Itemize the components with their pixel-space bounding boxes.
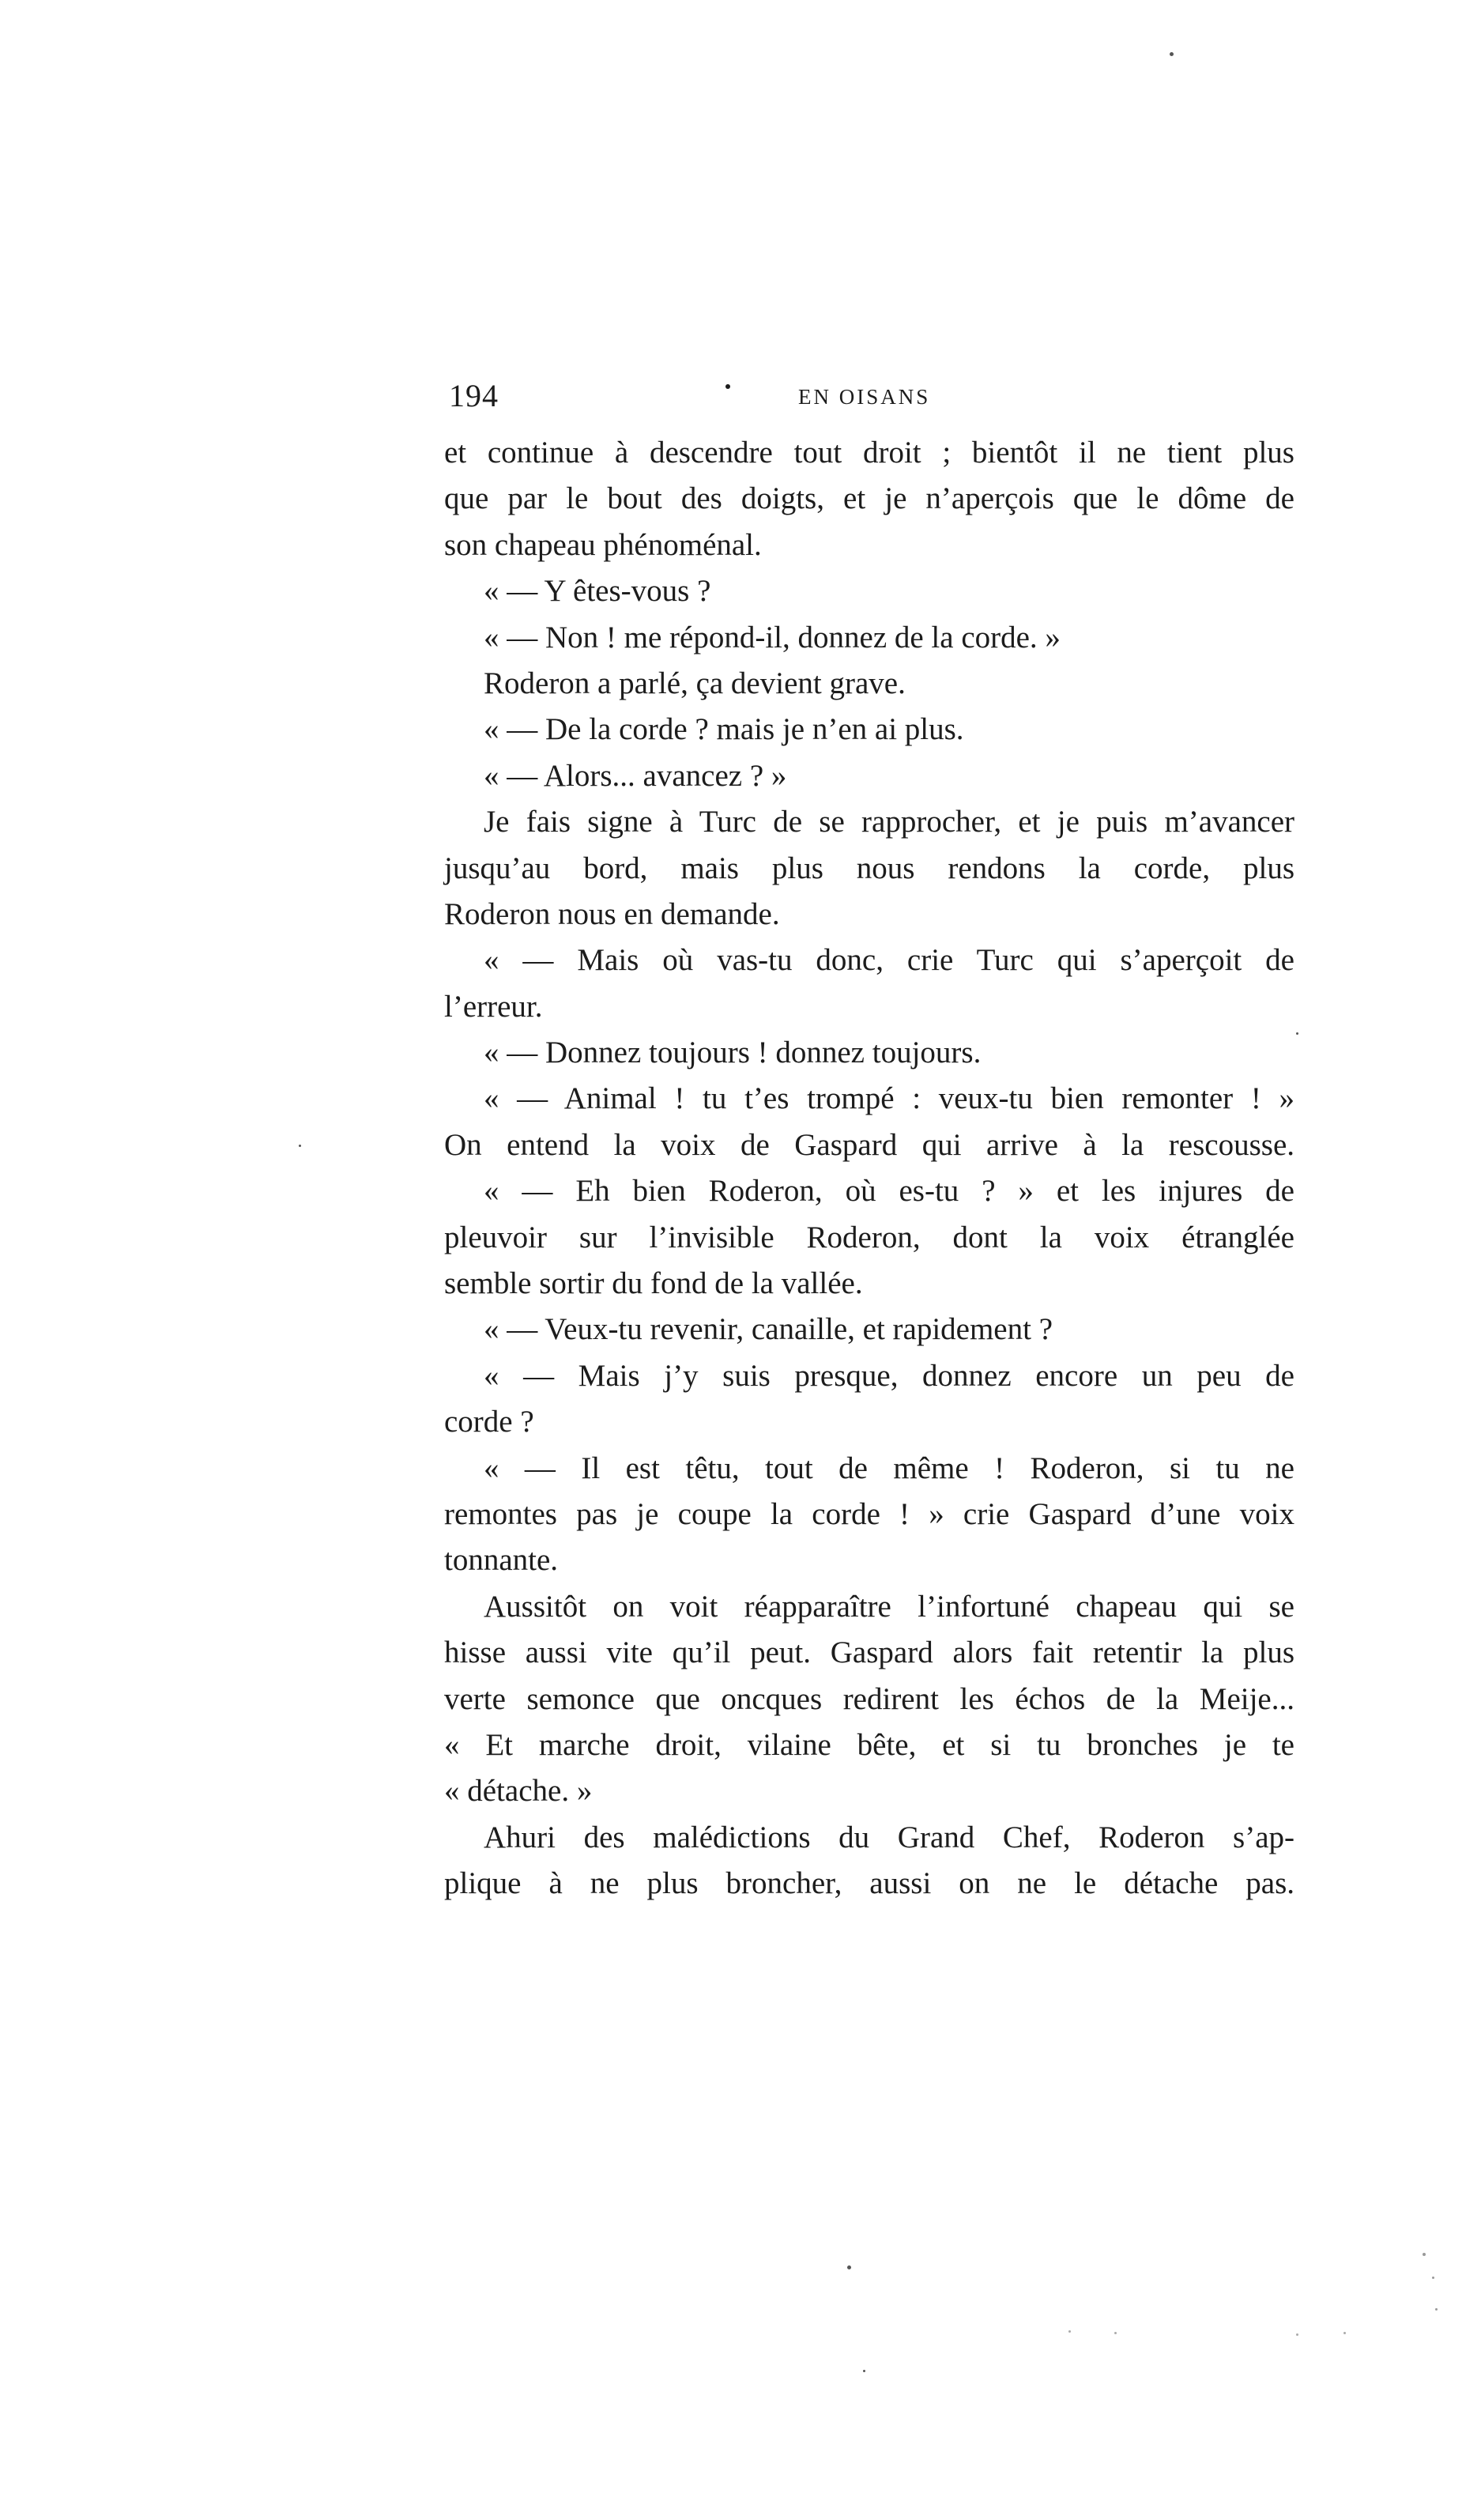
text-line: Ahuri des malédictions du Grand Chef, Roderon s’ap- — [484, 1820, 1294, 1854]
text-line: Je fais signe à Turc de se rapprocher, et je puis m’avancer — [484, 805, 1294, 839]
text-line: que par le bout des doigts, et je n’aperçois que le dôme de — [444, 481, 1294, 516]
header-dot-ornament — [725, 384, 730, 389]
page-header — [449, 376, 1294, 416]
text-line: « — Mais j’y suis presque, donnez encore un peu de — [484, 1358, 1294, 1393]
paper-speck — [1114, 2332, 1117, 2334]
text-line: jusqu’au bord, mais plus nous rendons la corde, plus — [444, 851, 1294, 885]
text-line: « — Il est têtu, tout de même ! Roderon, si tu ne — [484, 1451, 1294, 1485]
paper-speck — [1296, 2333, 1298, 2336]
paper-speck — [1435, 2308, 1438, 2311]
paper-speck — [1343, 2332, 1346, 2334]
text-line: « — Eh bien Roderon, où es-tu ? » et les injures de — [484, 1174, 1294, 1209]
paper-speck — [1432, 2277, 1434, 2279]
text-line: tonnante. — [444, 1543, 559, 1578]
running-head: EN OISANS — [798, 385, 931, 409]
text-line: corde ? — [444, 1405, 534, 1439]
text-line: et continue à descendre tout droit ; bientôt il ne tient plus — [444, 436, 1294, 470]
paper-speck — [847, 2265, 851, 2269]
text-line: remontes pas je coupe la corde ! » crie Gaspard d’une voix — [444, 1496, 1294, 1531]
text-line: Roderon nous en demande. — [444, 896, 780, 931]
paper-speck — [863, 2370, 865, 2372]
text-line: On entend la voix de Gaspard qui arrive à la rescousse. — [444, 1127, 1294, 1162]
page-number: 194 — [449, 378, 499, 413]
text-line: « — Donnez toujours ! donnez toujours. — [484, 1036, 982, 1070]
text-line: « détache. » — [444, 1774, 593, 1809]
text-line: « — Non ! me répond-il, donnez de la corde. » — [484, 620, 1061, 655]
paper-speck — [1170, 52, 1174, 56]
paper-speck — [299, 1145, 301, 1147]
text-line: plique à ne plus broncher, aussi on ne le détache pas. — [444, 1866, 1294, 1901]
body-text — [444, 430, 1294, 1907]
text-line: « Et marche droit, vilaine bête, et si tu bronches je te — [444, 1727, 1294, 1762]
paper-speck — [1423, 2253, 1426, 2256]
text-line: Roderon a parlé, ça devient grave. — [484, 666, 906, 700]
text-line: l’erreur. — [444, 989, 543, 1024]
text-line: « — Mais où vas-tu donc, crie Turc qui s’aperçoit de — [484, 943, 1294, 978]
text-line: « — Veux-tu revenir, canaille, et rapidement ? — [484, 1312, 1053, 1347]
text-line: verte semonce que oncques redirent les échos de la Meije... — [444, 1681, 1294, 1716]
text-line: pleuvoir sur l’invisible Roderon, dont la voix étranglée — [444, 1220, 1294, 1254]
text-line: hisse aussi vite qu’il peut. Gaspard alors fait retentir la plus — [444, 1635, 1294, 1670]
text-line: « — Animal ! tu t’es trompé : veux-tu bien remonter ! » — [484, 1081, 1294, 1116]
text-line: semble sortir du fond de la vallée. — [444, 1266, 863, 1301]
text-line: « — Y êtes-vous ? — [484, 574, 711, 609]
text-line: « — De la corde ? mais je n’en ai plus. — [484, 712, 964, 747]
text-line: « — Alors... avancez ? » — [484, 758, 787, 793]
paper-speck — [1296, 1032, 1298, 1035]
paper-speck — [1068, 2330, 1071, 2333]
text-line: son chapeau phénoménal. — [444, 527, 762, 562]
text-line: Aussitôt on voit réapparaître l’infortuné chapeau qui se — [484, 1589, 1294, 1624]
